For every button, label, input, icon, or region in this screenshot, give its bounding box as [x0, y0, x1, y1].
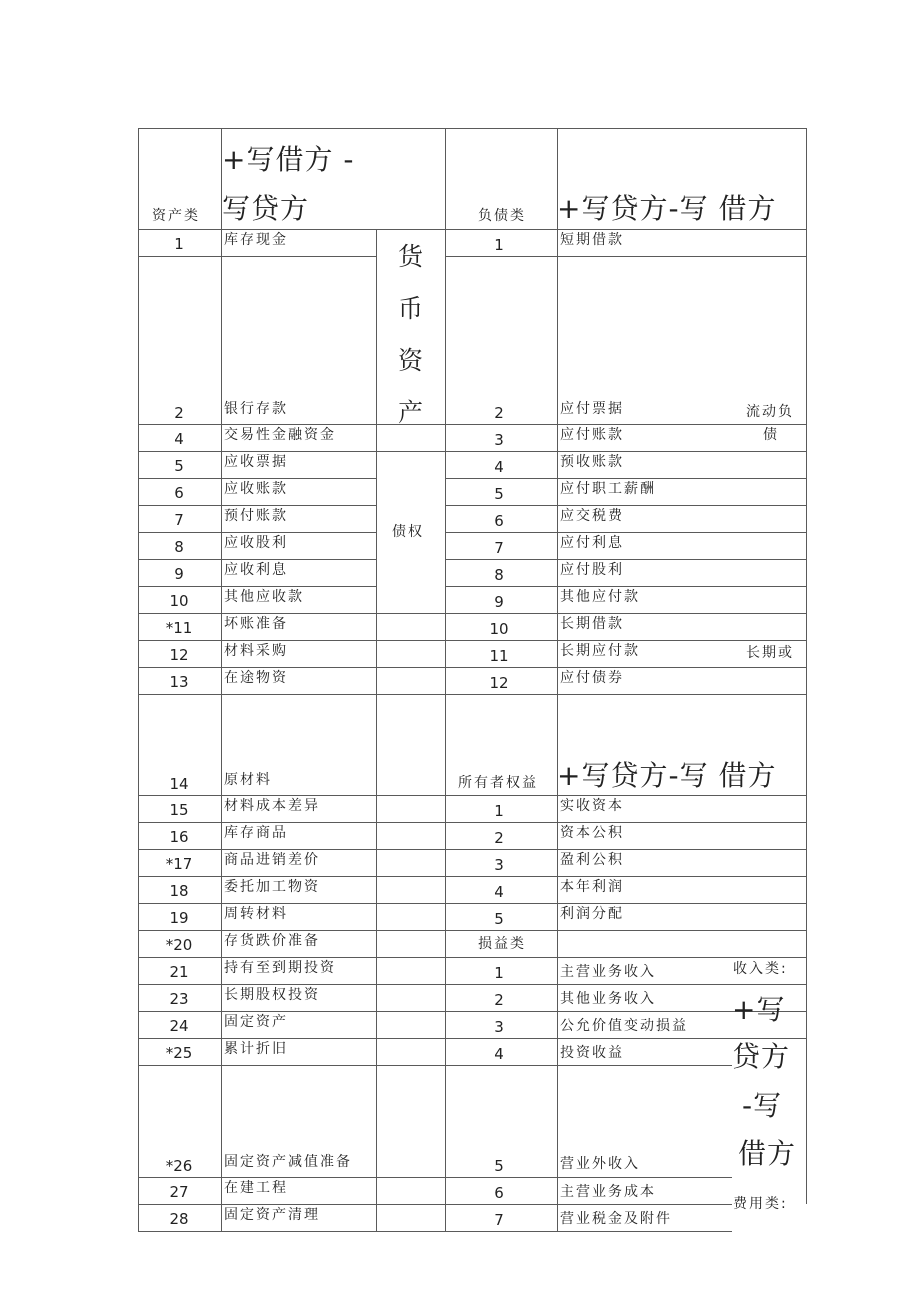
- grid-line: [557, 795, 807, 796]
- asset-name: 原材料: [224, 772, 272, 788]
- asset-name: 应收票据: [224, 454, 288, 470]
- grid-line: [557, 849, 807, 850]
- monetary-assets-label: 资: [398, 346, 426, 375]
- grid-line: [445, 849, 557, 850]
- grid-line: [138, 984, 376, 985]
- expense-label: 费用类:: [733, 1196, 788, 1212]
- equity-number: 4: [494, 883, 504, 901]
- liability-number: 4: [494, 458, 504, 476]
- asset-number: 23: [169, 990, 189, 1008]
- asset-name: 固定资产清理: [224, 1207, 320, 1223]
- liability-name: 长期借款: [560, 616, 624, 632]
- liability-number: 10: [489, 620, 509, 638]
- grid-line: [557, 559, 807, 560]
- long-term-label: 长期或: [746, 645, 794, 661]
- equity-number: 1: [494, 802, 504, 820]
- asset-rule-line2: 写贷方: [222, 192, 310, 225]
- equity-name: 实收资本: [560, 798, 624, 814]
- grid-line: [376, 1065, 445, 1066]
- asset-name: 银行存款: [224, 401, 288, 417]
- grid-line: [138, 849, 376, 850]
- equity-number: 5: [494, 910, 504, 928]
- grid-line: [138, 1231, 558, 1232]
- equity-title: 所有者权益: [458, 775, 538, 791]
- grid-line: [138, 694, 376, 695]
- grid-line: [557, 229, 807, 230]
- liability-name: 应付票据: [560, 401, 624, 417]
- asset-number: 12: [169, 646, 189, 664]
- asset-name: 应收股利: [224, 535, 288, 551]
- grid-line: [445, 822, 557, 823]
- profit-loss-name: 投资收益: [560, 1045, 624, 1061]
- grid-line: [376, 849, 445, 850]
- liability-name: 预收账款: [560, 454, 624, 470]
- grid-line: [138, 822, 376, 823]
- grid-line: [376, 229, 445, 230]
- asset-name: 坏账准备: [224, 616, 288, 632]
- grid-line: [376, 451, 445, 452]
- asset-number: 7: [174, 511, 184, 529]
- profit-loss-number: 4: [494, 1045, 504, 1063]
- liability-name: 其他应付款: [560, 589, 640, 605]
- asset-name: 库存现金: [224, 232, 288, 248]
- asset-number: 21: [169, 963, 189, 981]
- profit-loss-title: 损益类: [478, 936, 526, 952]
- liability-number: 6: [494, 512, 504, 530]
- equity-number: 3: [494, 856, 504, 874]
- grid-line: [138, 1011, 376, 1012]
- asset-number: 15: [169, 801, 189, 819]
- income-rule: 贷方: [732, 1040, 791, 1073]
- grid-line: [557, 451, 807, 452]
- grid-line: [557, 532, 807, 533]
- asset-number: 13: [169, 673, 189, 691]
- grid-line: [376, 930, 445, 931]
- grid-line: [445, 256, 557, 257]
- current-liabilities-label-2: 债: [763, 427, 779, 443]
- grid-line: [138, 424, 376, 425]
- asset-number: *26: [165, 1157, 193, 1175]
- grid-line: [445, 613, 557, 614]
- liability-number: 9: [494, 593, 504, 611]
- grid-line: [557, 424, 807, 425]
- grid-line: [221, 128, 222, 1232]
- grid-line: [138, 256, 376, 257]
- grid-line: [445, 478, 557, 479]
- liability-number: 1: [494, 236, 504, 254]
- grid-line: [445, 505, 557, 506]
- asset-number: 8: [174, 538, 184, 556]
- grid-line: [445, 559, 557, 560]
- asset-number: *11: [165, 619, 193, 637]
- income-rule: -写: [742, 1089, 783, 1122]
- grid-line: [138, 667, 376, 668]
- liability-class-header: 负债类: [478, 208, 526, 224]
- asset-name: 其他应收款: [224, 589, 304, 605]
- grid-line: [445, 229, 557, 230]
- grid-line: [557, 640, 807, 641]
- monetary-assets-label: 币: [398, 294, 426, 323]
- liability-name: 应付利息: [560, 535, 624, 551]
- grid-line: [376, 1204, 445, 1205]
- grid-line: [557, 586, 807, 587]
- profit-loss-name: 公允价值变动损益: [560, 1018, 688, 1034]
- grid-line: [557, 1177, 732, 1178]
- profit-loss-name: 营业税金及附件: [560, 1211, 672, 1227]
- grid-line: [557, 256, 807, 257]
- liability-number: 12: [489, 674, 509, 692]
- grid-line: [376, 822, 445, 823]
- grid-line: [138, 1177, 376, 1178]
- grid-line: [376, 795, 445, 796]
- grid-line: [557, 1038, 807, 1039]
- grid-line: [445, 532, 557, 533]
- asset-number: 18: [169, 882, 189, 900]
- grid-line: [445, 1011, 557, 1012]
- asset-number: *25: [165, 1044, 193, 1062]
- equity-name: 本年利润: [560, 879, 624, 895]
- profit-loss-number: 5: [494, 1157, 504, 1175]
- profit-loss-number: 3: [494, 1018, 504, 1036]
- profit-loss-number: 2: [494, 991, 504, 1009]
- asset-number: 27: [169, 1183, 189, 1201]
- grid-line: [138, 876, 376, 877]
- grid-line: [376, 1011, 445, 1012]
- asset-name: 材料采购: [224, 643, 288, 659]
- claims-label: 债权: [392, 524, 424, 540]
- grid-line: [445, 640, 557, 641]
- equity-name: 利润分配: [560, 906, 624, 922]
- asset-number: *17: [165, 855, 193, 873]
- equity-number: 2: [494, 829, 504, 847]
- grid-line: [445, 984, 557, 985]
- grid-line: [445, 876, 557, 877]
- grid-line: [557, 1231, 732, 1232]
- liability-number: 8: [494, 566, 504, 584]
- asset-name: 材料成本差异: [224, 798, 320, 814]
- grid-line: [557, 128, 558, 1232]
- grid-line: [445, 903, 557, 904]
- asset-name: 交易性金融资金: [224, 427, 336, 443]
- grid-line: [557, 822, 807, 823]
- asset-number: 1: [174, 235, 184, 253]
- liability-name: 长期应付款: [560, 643, 640, 659]
- liability-name: 应付职工薪酬: [560, 481, 656, 497]
- grid-line: [138, 229, 376, 230]
- asset-name: 累计折旧: [224, 1041, 288, 1057]
- grid-line: [806, 128, 807, 1204]
- grid-line: [557, 876, 807, 877]
- asset-name: 长期股权投资: [224, 987, 320, 1003]
- grid-line: [557, 613, 807, 614]
- profit-loss-name: 主营业务收入: [560, 964, 656, 980]
- grid-line: [557, 930, 807, 931]
- liability-number: 2: [494, 404, 504, 422]
- asset-number: 4: [174, 430, 184, 448]
- grid-line: [138, 930, 376, 931]
- grid-line: [557, 667, 807, 668]
- income-rule: 借方: [738, 1137, 797, 1170]
- asset-number: 28: [169, 1210, 189, 1228]
- asset-name: 存货跌价准备: [224, 933, 320, 949]
- income-rule: +写: [732, 993, 786, 1026]
- grid-line: [445, 1204, 557, 1205]
- grid-line: [376, 984, 445, 985]
- liability-name: 应交税费: [560, 508, 624, 524]
- asset-name: 持有至到期投资: [224, 960, 336, 976]
- grid-line: [557, 1204, 732, 1205]
- profit-loss-name: 其他业务收入: [560, 991, 656, 1007]
- grid-line: [557, 505, 807, 506]
- asset-name: 应收利息: [224, 562, 288, 578]
- asset-name: 固定资产: [224, 1014, 288, 1030]
- asset-number: 19: [169, 909, 189, 927]
- grid-line: [138, 795, 376, 796]
- asset-name: 在建工程: [224, 1180, 288, 1196]
- monetary-assets-label: 货: [398, 242, 426, 271]
- grid-line: [445, 667, 557, 668]
- grid-line: [138, 128, 807, 129]
- liability-number: 3: [494, 431, 504, 449]
- equity-rule: +写贷方-写 借方: [557, 759, 777, 792]
- asset-name: 周转材料: [224, 906, 288, 922]
- grid-line: [445, 128, 446, 1232]
- asset-name: 商品进销差价: [224, 852, 320, 868]
- asset-number: *20: [165, 936, 193, 954]
- liability-rule: +写贷方-写 借方: [557, 192, 777, 225]
- liability-number: 5: [494, 485, 504, 503]
- asset-name: 委托加工物资: [224, 879, 320, 895]
- grid-line: [445, 957, 557, 958]
- grid-line: [138, 532, 376, 533]
- equity-name: 资本公积: [560, 825, 624, 841]
- grid-line: [557, 903, 807, 904]
- grid-line: [376, 667, 445, 668]
- grid-line: [557, 957, 807, 958]
- liability-name: 应付账款: [560, 427, 624, 443]
- liability-number: 11: [489, 647, 509, 665]
- grid-line: [138, 505, 376, 506]
- grid-line: [557, 984, 807, 985]
- asset-number: 24: [169, 1017, 189, 1035]
- liability-name: 应付债券: [560, 670, 624, 686]
- profit-loss-number: 1: [494, 964, 504, 982]
- grid-line: [445, 1065, 557, 1066]
- asset-number: 2: [174, 404, 184, 422]
- asset-number: 5: [174, 457, 184, 475]
- grid-line: [138, 903, 376, 904]
- grid-line: [376, 876, 445, 877]
- grid-line: [557, 478, 807, 479]
- grid-line: [138, 478, 376, 479]
- asset-name: 应收账款: [224, 481, 288, 497]
- grid-line: [376, 613, 445, 614]
- grid-line: [138, 1065, 376, 1066]
- grid-line: [557, 1065, 732, 1066]
- asset-number: 6: [174, 484, 184, 502]
- liability-name: 短期借款: [560, 232, 624, 248]
- profit-loss-name: 主营业务成本: [560, 1184, 656, 1200]
- grid-line: [376, 1177, 445, 1178]
- grid-line: [138, 1204, 376, 1205]
- grid-line: [376, 903, 445, 904]
- monetary-assets-label: 产: [398, 398, 426, 427]
- grid-line: [376, 640, 445, 641]
- liability-name: 应付股利: [560, 562, 624, 578]
- grid-line: [138, 1038, 376, 1039]
- grid-line: [376, 694, 445, 695]
- grid-line: [138, 451, 376, 452]
- grid-line: [445, 424, 557, 425]
- grid-line: [445, 451, 557, 452]
- grid-line: [445, 930, 557, 931]
- asset-number: 9: [174, 565, 184, 583]
- grid-line: [376, 229, 377, 1232]
- grid-line: [445, 694, 557, 695]
- asset-name: 在途物资: [224, 670, 288, 686]
- equity-name: 盈利公积: [560, 852, 624, 868]
- grid-line: [138, 957, 376, 958]
- current-liabilities-label: 流动负: [746, 404, 794, 420]
- asset-number: 14: [169, 775, 189, 793]
- grid-line: [376, 957, 445, 958]
- grid-line: [445, 586, 557, 587]
- grid-line: [445, 1038, 557, 1039]
- profit-loss-name: 营业外收入: [560, 1156, 640, 1172]
- asset-name: 库存商品: [224, 825, 288, 841]
- grid-line: [376, 1038, 445, 1039]
- grid-line: [557, 694, 807, 695]
- grid-line: [445, 795, 557, 796]
- asset-number: 16: [169, 828, 189, 846]
- grid-line: [138, 128, 139, 1232]
- asset-name: 固定资产减值准备: [224, 1154, 352, 1170]
- income-label: 收入类:: [733, 961, 788, 977]
- asset-name: 预付账款: [224, 508, 288, 524]
- grid-line: [138, 586, 376, 587]
- asset-number: 10: [169, 592, 189, 610]
- profit-loss-number: 7: [494, 1211, 504, 1229]
- grid-line: [445, 1177, 557, 1178]
- grid-line: [138, 640, 376, 641]
- grid-line: [138, 559, 376, 560]
- asset-class-header: 资产类: [152, 208, 200, 224]
- liability-number: 7: [494, 539, 504, 557]
- profit-loss-number: 6: [494, 1184, 504, 1202]
- grid-line: [138, 613, 376, 614]
- asset-rule-line1: +写借方 -: [222, 143, 355, 176]
